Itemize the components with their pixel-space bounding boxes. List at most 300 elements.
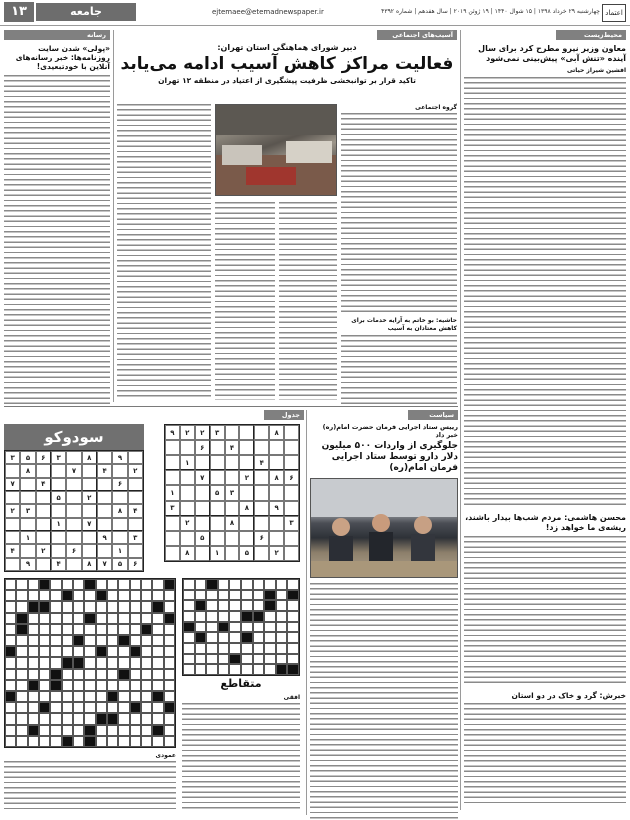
sudoku-cell: ۶ [195,440,210,455]
sudoku-cell [128,478,143,491]
puzzle-label: جدول [264,410,304,420]
sudoku-cell [165,531,180,546]
crossword-cell [206,600,218,611]
crossword-cell [5,590,16,601]
sudoku-cell [66,451,81,464]
main-article-subheadline: تاکید قرار بر توانبخشی ظرفیت پیشگیری از اعتیاد در منطقه ۱۲ تهران [158,76,416,85]
crossword-cell [16,691,27,702]
crossword-cell [28,680,39,691]
sudoku-cell [225,546,240,561]
crossword-cell [84,657,95,668]
crossword-cell [164,680,175,691]
crossword-cell [287,590,299,601]
crossword-cell [16,680,27,691]
crossword-cell [118,691,129,702]
sudoku-cell [82,531,97,544]
crossword-cell [130,646,141,657]
sudoku-cell [269,485,284,500]
crossword-cell [264,579,276,590]
sudoku-cell: ۵ [51,491,66,504]
crossword-cell [141,736,152,747]
crossword-cell [276,654,288,665]
crossword-large-block [4,578,176,748]
crossword-cell [152,691,163,702]
crossword-cell [206,622,218,633]
crossword-cell [241,632,253,643]
sudoku-cell [254,501,269,516]
sudoku-cell [165,470,180,485]
crossword-cell [264,643,276,654]
crossword-cell [152,713,163,724]
sudoku-cell: ۹ [269,501,284,516]
crossword-cell [16,657,27,668]
crossword-cell [50,646,61,657]
sudoku-cell [210,440,225,455]
politics-label: سیاست [408,410,458,420]
crossword-cell [118,669,129,680]
crossword-cell [195,611,207,622]
crossword-cell [73,590,84,601]
crossword-cell [16,713,27,724]
sudoku-cell: ۸ [112,504,127,517]
sudoku-cell [51,464,66,477]
crossword-cell [96,601,107,612]
crossword-cell [84,736,95,747]
sudoku-cell [5,491,20,504]
crossword-cell [164,736,175,747]
environment-body-text [464,77,626,507]
sudoku-cell [269,440,284,455]
crossword-cell [5,702,16,713]
crossword-cell [241,600,253,611]
sudoku-cell: ۲ [36,544,51,557]
sudoku-cell [97,451,112,464]
crossword-cell [164,713,175,724]
crossword-cell [5,680,16,691]
sudoku-cell [195,516,210,531]
sudoku-cell [225,501,240,516]
crossword-cell [276,632,288,643]
sudoku-cell [20,478,35,491]
vertical-clues-title: عمودی [155,752,176,759]
crossword-cell [253,632,265,643]
sudoku-cell: ۱ [165,485,180,500]
sudoku-cell: ۶ [112,478,127,491]
crossword-cell [107,691,118,702]
article-photo [215,104,337,196]
sudoku-cell [66,518,81,531]
crossword-cell [5,736,16,747]
sudoku-cell: ۴ [254,455,269,470]
crossword-cell [264,622,276,633]
crossword-cell [28,657,39,668]
crossword-cell [229,579,241,590]
crossword-cell [73,691,84,702]
sudoku-cell: ۸ [180,546,195,561]
crossword-cell [5,725,16,736]
crossword-cell [96,590,107,601]
crossword-cell [276,664,288,675]
column-divider [113,30,114,402]
crossword-cell [84,713,95,724]
crossword-cell [141,657,152,668]
vertical-clues-text [4,761,176,811]
sudoku-cell [254,546,269,561]
article-text-col-1 [117,104,211,400]
crossword-cell [164,624,175,635]
crossword-cell [118,713,129,724]
crossword-cell [241,611,253,622]
environment-label: محیط‌زیست [556,30,626,40]
media-headline: «پولی» شدن سایت روزنامه‌ها: خبر رسانه‌های آنلاین با خودتبعیدی! [15,44,110,71]
crossword-cell [96,702,107,713]
crossword-cell [141,646,152,657]
crossword-cell [5,713,16,724]
sudoku-cell: ۴ [5,544,20,557]
sudoku-cell [51,544,66,557]
crossword-cell [107,646,118,657]
crossword-cell [130,579,141,590]
sudoku-cell [36,531,51,544]
sudoku-cell [36,491,51,504]
sudoku-cell: ۶ [284,470,299,485]
crossword-cell [152,669,163,680]
crossword-cell [152,590,163,601]
crossword-cell [96,646,107,657]
sudoku-cell [239,516,254,531]
crossword-cell [287,622,299,633]
crossword-cell [195,622,207,633]
sudoku-cell: ۸ [225,516,240,531]
crossword-cell [183,579,195,590]
sudoku-cell [36,518,51,531]
sudoku-cell [36,464,51,477]
crossword-cell [206,654,218,665]
sudoku-cell [239,455,254,470]
crossword-cell [152,624,163,635]
sudoku-cell: ۲ [82,491,97,504]
crossword-cell [287,654,299,665]
crossword-cell [183,590,195,601]
media-label: رسانه [4,30,110,40]
crossword-cell [28,669,39,680]
crossword-cell [276,611,288,622]
sudoku-cell [36,504,51,517]
sudoku-cell [5,464,20,477]
crossword-cell [28,646,39,657]
crossword-cell [16,635,27,646]
crossword-cell [195,600,207,611]
sudoku-cell [195,501,210,516]
crossword-cell [84,590,95,601]
crossword-cell [5,613,16,624]
sudoku-cell [180,440,195,455]
sudoku-cell: ۳ [210,425,225,440]
sudoku-cell: ۶ [66,544,81,557]
sudoku-cell [66,478,81,491]
sudoku-cell [82,478,97,491]
sudoku-left-block [4,424,144,574]
crossword-cell [287,632,299,643]
crossword-cell [28,624,39,635]
main-article-headline: فعالیت مراکز کاهش آسیب ادامه می‌یابد [120,54,454,74]
crossword-cell [241,590,253,601]
horizontal-clues-title: افقی [283,694,300,701]
crossword-cell [28,713,39,724]
crossword-cell [183,622,195,633]
sudoku-cell: ۵ [210,485,225,500]
sudoku-cell [210,455,225,470]
article-text-col-5 [341,335,457,405]
crossword-cell [84,613,95,624]
crossword-cell [39,579,50,590]
crossword-cell [152,657,163,668]
crossword-cell [28,736,39,747]
crossword-cell [130,624,141,635]
sudoku-cell: ۱ [112,544,127,557]
sudoku-cell [128,491,143,504]
sudoku-cell [20,544,35,557]
sudoku-left-grid [4,450,144,572]
crossword-cell [253,600,265,611]
crossword-title: متقاطع [220,677,262,690]
sudoku-cell [239,531,254,546]
crossword-cell [107,635,118,646]
crossword-cell [195,590,207,601]
crossword-cell [229,632,241,643]
sudoku-cell [112,464,127,477]
crossword-cell [152,702,163,713]
sudoku-cell: ۴ [128,504,143,517]
crossword-cell [16,613,27,624]
crossword-cell [107,590,118,601]
sudoku-cell [128,544,143,557]
crossword-cell [28,635,39,646]
crossword-cell [73,713,84,724]
crossword-cell [28,725,39,736]
crossword-cell [287,600,299,611]
crossword-cell [39,736,50,747]
crossword-cell [218,632,230,643]
crossword-cell [5,601,16,612]
sudoku-cell: ۵ [112,558,127,571]
section-divider [4,406,458,407]
crossword-cell [28,590,39,601]
crossword-cell [141,702,152,713]
crossword-cell [84,635,95,646]
sudoku-cell: ۸ [269,425,284,440]
sudoku-cell [180,531,195,546]
crossword-cell [16,736,27,747]
crossword-cell [39,657,50,668]
crossword-cell [152,680,163,691]
environment-subhead-2: خبرش: گرد و خاک در دو استان [511,691,626,700]
article-byline: گروه اجتماعی [415,104,457,111]
crossword-cell [39,680,50,691]
environment-subhead: محسن هاشمی: مردم شب‌ها بیدار باشند، ریشه‌ی ما خواهد زد! [465,513,626,532]
sudoku-title: سودوکو [4,424,144,450]
crossword-cell [16,669,27,680]
crossword-cell [130,680,141,691]
sudoku-cell [165,455,180,470]
media-body-text [4,75,110,405]
crossword-cell [264,654,276,665]
crossword-cell [206,579,218,590]
sudoku-cell [225,531,240,546]
crossword-cell [107,736,118,747]
horizontal-clues [182,694,300,812]
sudoku-cell [20,518,35,531]
crossword-cell [50,579,61,590]
crossword-cell [287,611,299,622]
sudoku-cell: ۵ [239,546,254,561]
crossword-cell [96,691,107,702]
sudoku-cell: ۶ [128,558,143,571]
sudoku-right-grid [164,424,300,562]
sudoku-cell [210,501,225,516]
crossword-cell [130,657,141,668]
sudoku-cell [239,485,254,500]
crossword-cell [264,611,276,622]
crossword-cell [16,579,27,590]
crossword-cell [73,702,84,713]
sudoku-cell [82,504,97,517]
crossword-cell [195,643,207,654]
page-header [0,0,630,26]
crossword-cell [229,590,241,601]
main-article-kicker: دبیر شورای هماهنگی استان تهران: [217,43,357,52]
crossword-cell [152,579,163,590]
crossword-cell [218,600,230,611]
sudoku-cell: ۱ [20,531,35,544]
sudoku-cell [112,531,127,544]
crossword-cell [218,622,230,633]
article-inset-heading: حاشیه: بو خاتم به آرایه خدمات برای کاهش معتادان به آسیب [351,317,457,332]
sudoku-cell [165,440,180,455]
sudoku-cell: ۹ [165,425,180,440]
sudoku-cell [180,485,195,500]
photo-officials-scene [311,479,458,578]
sudoku-cell: ۴ [97,464,112,477]
sudoku-cell: ۷ [195,470,210,485]
crossword-cell [164,725,175,736]
crossword-cell [130,635,141,646]
crossword-cell [287,664,299,675]
crossword-cell [28,691,39,702]
crossword-cell [5,646,16,657]
sudoku-cell [51,504,66,517]
sudoku-cell [82,544,97,557]
crossword-cell [96,680,107,691]
crossword-cell [118,613,129,624]
politics-body-text [310,583,458,820]
sudoku-cell [128,451,143,464]
crossword-cell [118,702,129,713]
crossword-cell [118,635,129,646]
sudoku-cell: ۳ [128,531,143,544]
crossword-cell [5,579,16,590]
crossword-cell [84,669,95,680]
article-right-block [341,104,457,400]
vertical-clues [4,752,176,812]
crossword-cell [16,646,27,657]
sudoku-cell: ۵ [195,531,210,546]
crossword-cell [73,624,84,635]
crossword-cell [118,601,129,612]
crossword-cell [130,713,141,724]
sudoku-cell [254,470,269,485]
crossword-cell [141,669,152,680]
sudoku-cell [128,518,143,531]
sudoku-cell: ۱ [210,546,225,561]
crossword-cell [39,691,50,702]
column-divider [460,30,461,810]
crossword-cell [107,657,118,668]
crossword-cell [39,669,50,680]
sudoku-cell [254,440,269,455]
crossword-cell [39,624,50,635]
crossword-cell [229,664,241,675]
crossword-cell [130,725,141,736]
crossword-cell [241,643,253,654]
sudoku-cell [225,425,240,440]
crossword-cell [118,657,129,668]
crossword-cell [96,713,107,724]
crossword-cell [130,702,141,713]
crossword-cell [287,579,299,590]
crossword-cell [183,654,195,665]
crossword-cell [253,622,265,633]
crossword-cell [62,669,73,680]
sudoku-cell [5,558,20,571]
main-article-label: آسیب‌های اجتماعی [377,30,457,40]
sudoku-cell [112,518,127,531]
sudoku-cell [20,491,35,504]
crossword-cell [28,601,39,612]
environment-byline: افشین شیراز حیاتی [566,67,626,74]
sudoku-cell [165,546,180,561]
sudoku-cell [239,440,254,455]
sudoku-cell [195,455,210,470]
crossword-cell [107,702,118,713]
sudoku-cell [66,558,81,571]
sudoku-cell: ۳ [165,501,180,516]
crossword-cell [96,624,107,635]
crossword-cell [16,702,27,713]
crossword-cell [164,657,175,668]
crossword-cell [28,613,39,624]
crossword-cell [141,590,152,601]
crossword-cell [118,579,129,590]
crossword-cell [253,579,265,590]
sudoku-cell: ۲ [195,425,210,440]
sudoku-cell [66,504,81,517]
crossword-cell [62,736,73,747]
sudoku-cell: ۹ [20,558,35,571]
crossword-cell [50,736,61,747]
crossword-cell [141,601,152,612]
crossword-cell [218,664,230,675]
crossword-cell [5,669,16,680]
crossword-cell [264,600,276,611]
crossword-cell [107,713,118,724]
sudoku-cell [82,464,97,477]
politics-article [310,410,458,815]
column-divider [306,410,307,815]
sudoku-cell [210,531,225,546]
sudoku-cell [51,531,66,544]
crossword-cell [183,664,195,675]
